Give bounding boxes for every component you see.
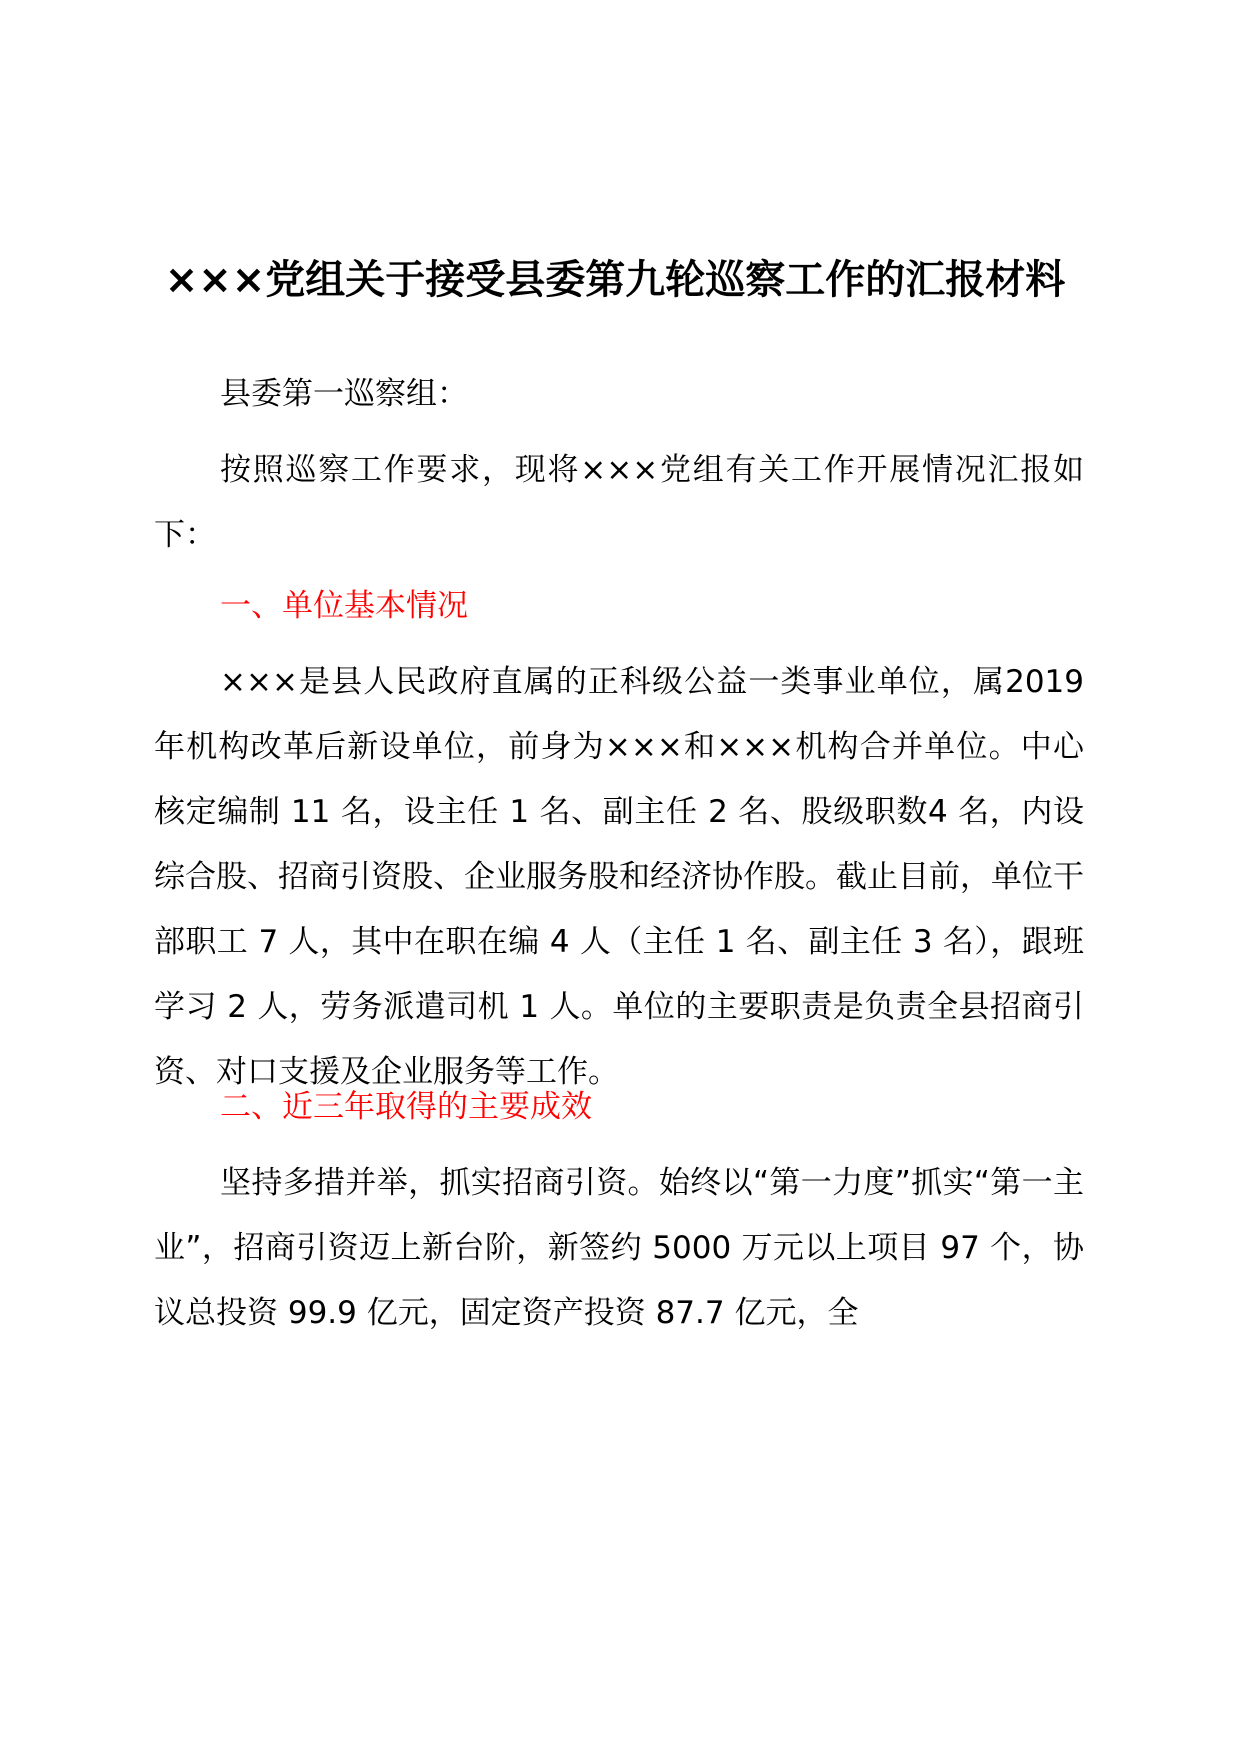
section-heading-1: 一、单位基本情况 xyxy=(220,588,468,624)
salutation: 县委第一巡察组： xyxy=(220,376,468,412)
document-title: ×××党组关于接受县委第九轮巡察工作的汇报材料 xyxy=(164,257,1066,303)
intro-paragraph: 按照巡察工作要求，现将×××党组有关工作开展情况汇报如下： xyxy=(154,452,1084,553)
section-heading-2: 二、近三年取得的主要成效 xyxy=(220,1089,592,1125)
section-body-1: ×××是县人民政府直属的正科级公益一类事业单位，属2019 年机构改革后新设单位，前身为×××和×××机构合并单位。中心核定编制 11 名，设主任 1 名、副主任 2 名、股级职数4 名，内设综合股、招商引资股、企业服务股和经济协作股。截止目前，单位干部职工 7 人，其中在职在编 4 人（主任 1 名、副主任 3 名），跟班学习 2 人，劳务派遣司机 1 人。单位的主要职责是负责全县招商引资、对口支援及企业服务等工作。 xyxy=(154,664,1084,1090)
section-body-2: 坚持多措并举，抓实招商引资。始终以“第一力度”抓实“第一主业”，招商引资迈上新台阶，新签约 5000 万元以上项目 97 个，协议总投资 99.9 亿元，固定资产投资 87.7 亿元，全 xyxy=(154,1165,1084,1331)
